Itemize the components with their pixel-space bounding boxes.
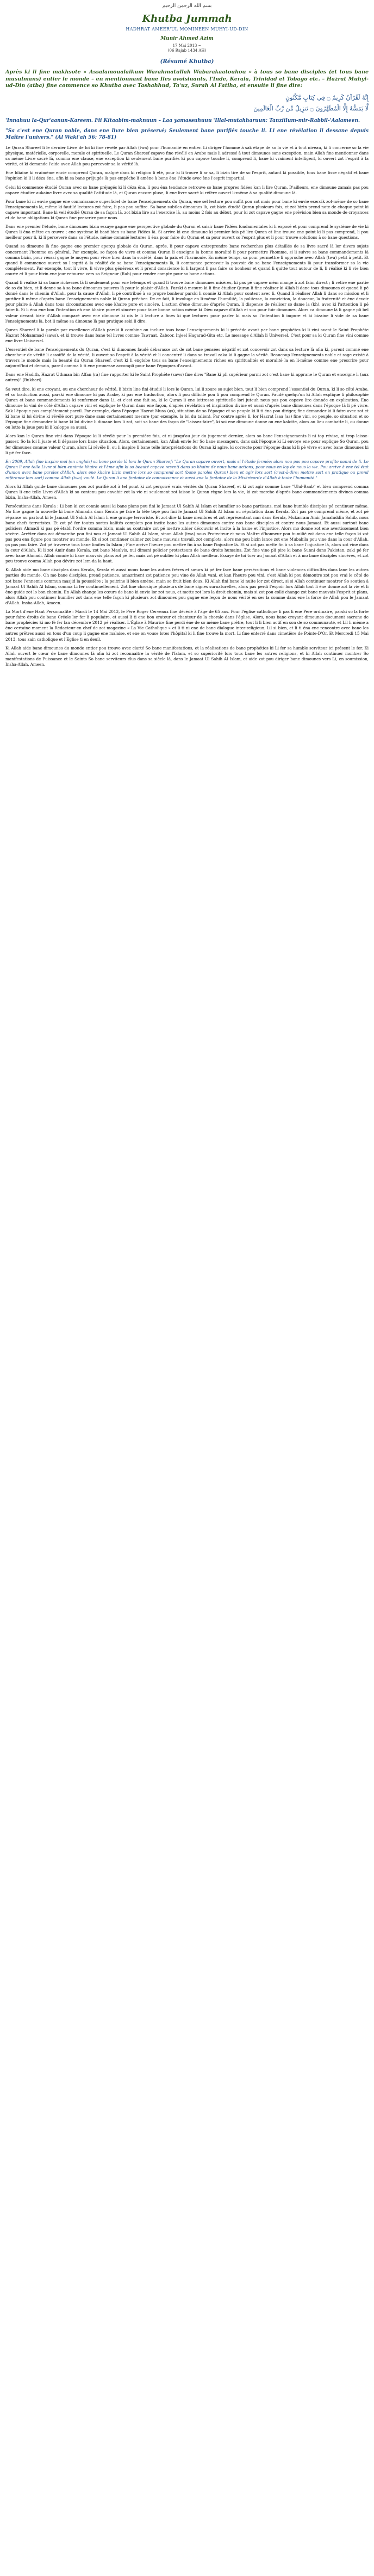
paragraph: Ene Idiaine ki vraimême envie comprend Quran, malgré dans ki religion li été, pour ki li trouve li ar sa, li bizin tire de so l'esprit, autant ki possible, tous bane fisse négatif et bane l'opinion ki li li déza éna, afin ki sa bane préjugés là pas empêche li amène à bene ène l'étude avec ène l'esprit impartial. — [5, 170, 369, 181]
paragraph: Quran Shareef li la parole par excellence d'Allah parski li combine ou inclure tous bane l'enseignements ki li précède avant par bane prophètes ki li vini avant le Saint Prophète Hazrat Mohammad (saws), et ki trouve dans bane tel livres comme Tawraat, Zaboor, Injeel Hagarad-Gita etc. Le message d'Allah li Universel. C'est pour sa ki Quran fine vini comme ene livre Universel. — [5, 327, 369, 343]
paragraph: La Mort d'ene Haut Personnalité : Mardi le 14 Mai 2013, le Père Roger Cerveaux fine décédé à l'âge de 65 ans. Pour l'église catholique li pas li ene Père ordinaire, parski so la forte pour faire droits de bane Créole lor fer li populaire, et aussi li ti ene bon orateur et chanteur de la chorale dans l'église. Alors, nous bane croyant dimounes document sacrane de bane prophécies ki mo fè fer lan décembre 2012 pé réaliser. L'Église à Maurice fine perdi ène de so mème bane prêtre, tout li li bien actif en son de so communauté, et Lil li mème a ène certaine moment la Rédacteur en chef de zot magazine « La Vie Catholique » et li ti ni ene de bane dialogue inter-religieux. Lil si bien, et li ti éna ene rencontre avec bane les autres prêtres aussi en tous d'un coup li gagne ene malaise, et ene on vouse lotes l'hôpital ki li fine trouve la mort. Li fine enterré dans cimetière de Pointe-D'Or. Et Mercredi 15 Mai 2013, tous zain catholique et l'Église ti en deuil. — [5, 609, 369, 642]
paragraph: L'essentiel de bane l'enseignements du Quran, c'est ki dimounes faudé débarasse zot de zot bane pensées négatif et zot concevoir zot dans sa lecture là afin ki, parent commé ene chercheur de vérité li assoiffé de la vérité, li ouvert so l'esprit à la vérité et li concentré li dans so travail zaka ki li gagne la vérité. Beaucoup l'enseignements noble et sage existé à travers le monde mais la beauté du Quran Shareef, c'est ki li englobe tous sa bane l'enseignements riches en spiritualités et moralité la en li-même comme ene prescrire pour aujourd'hui et demain, pareil comma li ti ene promesse accompli pour bane l'époques d'avant. — [5, 347, 369, 369]
body-paragraphs — [5, 145, 369, 667]
paragraph: Celui ki commence étudié Quran avec so bane préjugés ki li déza éna, li pou éna tendance retrouve so bane propres fidées kan li lire Quran. D'ailleurs, ene dimoune zamais pas pou capave étudier aukaine livre avec sa qualité l'attitude là, et Quran encore pluse, li ene livre sacré ki réfère ouvert li-même à sa qualité dimoune là. — [5, 184, 369, 195]
paragraph: Sa veut dire, ki ene croyant, ou ene chercheur de vérité, li bizin line fini étudié li lors le Quran, lui li zoure so sujet bien, tout li bien comprend l'essentiel du Quran, ki li so côté Arabe, et so traduction aussi, parski ene dimoune ki pas Arabe, ki pas ene traduction, alors li pou difficile pou li pou comprend le Quran. Faudé quelqu'un ki Allah explique li philosophie Quran et bane commandements ki renfermer dans Li, et c'est ene fait sa, ki le Quran li ene lettresse spirituelle lori juteuh nous pas pou capave lire donnée en explication. Ene dimoune ki vini de côté d'Allah capave vini et explique le Quran dans ene façon, d'après révélation et inspiration divine et aussi d'après bane dimounes dans l'époque là li pé vivre. Sak l'époque pas complètement pareil. Par exemple, dans l'époque Hazrat Musa (as), situation de so l'époque et so peuple ki li ti éna pou diriger, fine demander ki li faire avec zot et ki bane ki loi divine ki révélé sort pure dane sans certainement mesure (par exemple, la loi du talion). Par contre après li, lor Hazrat Isaa (as) fine vini, so peuple, so situation et so l'époque fine demander ki bane ki loi divine li dimane lors li zot, soit sa bane des façon de "laissez-faire", ki soi ene dimoune donne ou ene kalotte, alors au lieu combatte li, ou donne ou lotte la joue pou ki li kaloppe sa aussi. — [5, 386, 369, 430]
resume-title: (Résumé Khutba) — [160, 59, 214, 65]
paragraph: Quand li réalisé ki sa bane richesses là li seulement pour ene letemps et quand li trouve bane dimounes misères, ki pas pé capave mém mange à zot faim direct ; li retire ene partie de so du bien, et li donne sa à sa bane dimounes pauvres là pour le plaisir d'Allah. Parski à mesure ki li fine étudier Quran li fine réaliser ki Allah li dane tous dimounes et quand li pé donné dans le chemin d'Allah, pour la cause d'Allah, li pé contribué à so propre bonheur parski li connie ki Allah pour content avec li. Quand li réaliser Allah li dans so mission et li purifier li même d'après bane l'enseignements noble ki Quran prêcher. De ce fait, li involuge en li-même l'humilité, la politesse, la conviction, la douceur, la fraternité et ène devoir pour plaire à Allah dans tous circonstances avec ene khaire pure et sincère. L'action d'ene dimoune d'après Quran, li dispense de réaliser so dame la (kh), avec ki l'attention li pé faire li. Si li éna ene bon l'intention eh ene khaire pure et sincère pour faire bonne action même ki Dieu capave d'Allah et sou pour fuir dimounes. Alors ca dimoune là li gagne pli bel valeur devant bizir d'Allah comparé avec ene dimoune ki ois le li lecture a fines ki qué lectures pour parler ki mais so l'intention li impure et ki bizaine li vide de sa bane l'enseignements là, bot li même sa dimoune là pas pratique seki li dire. — [5, 280, 369, 324]
translation: "Sa c'est ene Quran noble, dans ene livre bien préservé; Seulement bane purifiés touche li. Li ene révélation li dessane depuis Maître l'univers." (Al Waki'ah 56: 78-81) — [5, 128, 369, 140]
paragraph: Alors ki Allah guide bane dimounes pou zot purifié zot à tel point ki zot perçoivé vrais vérités du Quran Shareef, et ki zot agir comme bane "Ulul-Baab" et bien comprend comma Quran li ene telle Livre d'Allah ki so contenu pou envahir zot la vie ni seulement zot laisse le Quran règne lors la vie, ki zot marche d'après bane commandements divines comma bizin, Insha-Allah, Ameen. — [5, 484, 369, 500]
khutba-page — [5, 0, 369, 667]
paragraph: Quand sa dimoune là fine gagne ene premier aperçu globale du Quran, après, li pour capave entreprendre bane recherches plus détaillés de sa livre sacré là lor divers sujets concernant l'homme en général. Par exemple, so façon de vivre et comma Quran li enseigne la bonne moralité li pour permettre l'homme, si li suivre sa bane commandements là comma bizin, pour réussi gagne le moyen pour vivre bien dans la société, dans la paix et l'harmonie. En même temps, sa pour permettre li approche avec Allah (twa) petit à petit. Et quand li commence ouvert so l'esprit à la réalité de sa bane l'enseignements là, li commence percevoir la pouvoir de sa bane l'enseignements là pour transformer so la vie complètement. Par exemple, tout li vivre, li vivre plus généreux et li prend conscience ki li largent li pas faire so bonheur et quand li quitte tout autour de li, li réalisé ki li vie bien courte et li pour bizin ene jour retourne vers so Seigneur (Rab) pour rendre compte pour so bane actions. — [5, 244, 369, 276]
intro-paragraph: Après ki li fine makhsote « Assalamoualaikum Warahmatullah Wabarakaatouhou » à tous so bane disciples (et tous bane musulmans) entier le monde – en mentionnant bane Iles avoisinants, l'Inde, Kerala, Trinidad et Tobago etc. – Hazrat Muhyi-ud-Din (atba) fine commence so Khutba avec Tashahhud, Ta'uz, Surah Al Fatiha, et ensuite li fine dire: — [5, 69, 369, 89]
page-title: Khutba Jummah — [142, 13, 232, 24]
date-block — [5, 44, 369, 53]
date-gregorian: 17 Mai 2013 ~ — [172, 44, 202, 48]
transliteration: 'Innahuu la-Qur'aanun-Kareem. Fii Kitaabim-maknuun – Laa yamassuhuuu 'Illal-mutahharuun: Tanziilum-mir-Rabbil-'Aalameen. — [5, 117, 360, 123]
arabic-verse-line-1: إِنَّهُ لَقُرْآنٌ كَرِيمٌ ۝ فِي كِتَابٍ مَّكْنُونٍ — [285, 94, 369, 101]
paragraph: Le Quran Shareef li le dernier Livre de loi ki fine révélé par Allah (twa) pour l'humanité en entier. Li diriger l'homme à sak étape de so la vie et à tout niveau, ki li concerne so la vie physique, matérielle, corporelle, morale et spirituelle. Le Quran Shareef capave fine révélé en Arabe mais li adressé à tout dimounes sans exception, main Allah fine mentionner dans sa même Livre sacré là, comma ene clause, ene exception ki seulement bane purifiés ki pou capave touche li, comprend li, bane ki vraiment intelligent, ki ouvert zot l'esprit à la vérité, et ki demande l'aide avec Allah pou percevoir sa la vérité là. — [5, 145, 369, 167]
paragraph: Alors kan le Quran fine vini dans l'époque ki li révélé pour la première fois, et ni jusqu'au jour du jugement dernier, alors so bane l'enseignements li ni top révise, ni trop laisse-passer. So la loi li juste et li dépasse lors bane situation. Alors, certainement, kan Allah envie fer So bane messagers, dans sak l'époque ki Li envoye ene pour explique So Quran, pou fer dimounes connue valeur Quran, alors Li révéle li, ou li inspire li bane telle interprétations du Quran ki agire, ki correcte pour l'époque dans ki li pé vivre et avec bane dimounes ki li pé fer face. — [5, 434, 369, 455]
paragraph: Persécutions dans Kerala : Li bon ki zot connie aussi ki bane plans pou fini le Jamaat Ul Sahih Al Islam et humilier so bane partisans, moi bane humble disciples pé continuer même. No fine gagne la nouvelle ki bane Ahmadis dans Kerala pé faire la tête tépé pou fini le Jamaat Ul Sahih Al Islam ou réputation dans Kerala. Zot pas pé comprend même, et zot pé répanse au partout ki le Jamaat Ul Sahih Al Islam li ene groupe terroriste. Et zot dire ki bane membres et zot représentant nan dans Kerala, Mukarram Amir Jamaluddin Sahib, nous bane chefs terroristes. Et zot pé fer toutes sortes kalités complots pou incite bane les autres dimounes contre nos bane disciples et contre nous Jamaat. Et aussi surtout bane policiers Ahmadi ki pas pé établi l'ordre comma bizin, mais au contraire zot pé mettre zibier découvrir et incite à la haine et l'injustice. Alors mo donne zot ene avertissement bien sévère. Arrêter dans zot démarche pou fini nou et Jamaat Ul Sahih Al Islam, sinon Allah (twa) nous Protecteur et nous Maître d'honneur pou humilié zot dans ene telle façon ki zot pas pou ena figure pou montrer au monde. Et si zot continuer calmer zot bane mauvais travail, zot complots, alors mo pou bizin lance zot ene Mubahila pou vine dans la cour d'Allah, ça pas pou faire. Zot pé traverse tous bane limites la Islam ; Fine arrive l'heure pou mettre fin à sa bane l'injustice là. Et si zot pas mette fin à sa bane l'injustice là, alors zot vine dans la cour d'Allah. Ki li zot Amir dans Kerala, zot bane Maulvis, nul dimani policier protecteurs de bane droits humains. Zot fine vine pli pire ki bane Sunni dans Pakistan, zaki pé fer avec bane Ahmadi. Allah connie ki bane mauvais plans zot pé fer, mais zot pé oublier ki plan Allah meilleur. Essaye de toi tuer au Jamaat d'Allah et à mo bane disciples sincères, et zot pou trouve couma Allah pou dévire zot lem-da la haut. — [5, 504, 369, 564]
basmala: بسم الله الرحمن الرحيم — [162, 3, 212, 9]
paragraph: Dans ene Hadith, Hazrat Uthman bin Affan (ra) fine rapporter ki le Saint Prophète (saws) fine dire: "Bane ki pli supérieur parmi zot c'est bane ki apprane le Quran et enseigne li (aux autres)" (Bukhari) — [5, 372, 369, 383]
subtitle: HADHRAT AMEER'UL MOMINEEN MUHYI-UD-DIN — [126, 27, 248, 32]
paragraph: Pour bane ki ni envie gagne ene connaissance superficiel de bane l'enseignements du Quran, ene sel lecture pou suffit pou zot mais pour bane ki envie exercik zot-même de so bane l'enseignements là, même ki fautilé lectures zot faire, li pas pou suffire. Sa bane subtles dimounes là, zot bizin étudié Quran plusieurs fois, et zot bizin prend note de chaque point ki capave important. Bane ki veil étudié Quran de sa façon là, zot bizin lire au l'exercise là, au moins 2 fois au début, pour ki zot capave gagne ene prévision bien sa monde de croyances et de bane obligations ki Quran fine prescrire pour nous. — [5, 199, 369, 221]
arabic-verse-line-2: لَّا يَمَسُّهُ إِلَّا الْمُطَهَّرُونَ ۝ تَنزِيلٌ مِّن رَّبِّ الْعَالَمِينَ — [253, 104, 369, 112]
quote-paragraph: En 2009, Allah fine inspire moi (en anglais) sa bane parole là lors le Quran Shareef: "Le Quran capave ouvert, mais si l'étude fermée; alors nou pas pou capave profite nanni de li. Le Quran li ene telle Livre si bien ennimie khaire et l'âme afin ki so beauté capave resenti dans so khaire de nous bane actions, pour nous en loy de nous la vie. Pou arrive à ene tel état d'union avec bane paroles d'Allah, alors ene khaire bizin mettre lors so comprend sort (bane paroles Quran) bien et agir lors sort (c'est-à-dire; mettre sort en pratique ou prend référence lors sort) comme Allah (twa) voulé. Le Quran li ene fontaine de connaissance et aussi ene la fontaine de la Miséricorde d'Allah à toute l'humanité." — [5, 459, 369, 480]
paragraph: Dans ene premier l'étude, bane dimounes bizin essaye gagne ene perspective globale du Quran et saisir bane l'idées fondamentales ki li exposé et pour comprend le système de vie ki Quran li éna mêtre en œuvre ; ene système ki basé bien su bane l'idées là. Si arrive ki ene dimoune ki premier fois pé lire Quran et line trouve ene point ki li pas comprend, li pou meilleur pour li, ki li perseveré dans so l'étude, même commié lectures li éna pour faire du Quran et sa pour ouvert so l'esprit plus et li pour trouve solutions à so bane questions. — [5, 224, 369, 240]
paragraph: Ki Allah aide bane dimounes du monde entier pou trouve avec clarté So bane manifestations, et la réalisations de bane prophéties ki Li fer sa humble serviteur ici présent le fer. Ki Allah ouvert le cœur de bane dimounes là afin ki zot reconnaitre la vérité de l'Islam, et so supériorité lors tous bane les autres religions, et ki Allah continuer montrer So manifestations de Puissance et le Saints So bane serviteurs élus dans sa siècle là, dans le Jamaat Ul Sahih Al Islam, et aide zot pou diriger bane dimounes vers Li, en soumission, Insha-Allah, Ameen. — [5, 645, 369, 667]
speaker-name: Munir Ahmed Azim — [160, 36, 214, 41]
paragraph: Ki Allah aide mo bane disciples dans Kerala, Kerala et aussi mous bane les autres frères et sœurs ki pé fer face bane persécutions et bane violences difficultés dans lane les autres parties du monde. Oh mo bane disciples, prend patience, amazrinent zot patience pou vine de Allah vani, et kan l'heure pou vini, c'est Allah ki pou démontre zot pou vrai le côté de zot bane l'ennemis commun masjid la poussière ; la poitrine li bien amène, main so fruit bien doux. Ki Allah fini bane ki nuite lor zot direct, si si Allah continuer montrer So soutien à Jamaat Ul Sahih Al Islam, comma Li fer continuellement. Zot fine chrosique plusieurs de bane signes surnaturelles, alors pas perdi l'espoir lors Allah tout li ène donne zot la vie et li ène guide zot lo bon chemin. En Allah change les cœurs de bane ki envie lor zot nous, et mette zot lors la droit chemin, mais si zot pou collé change zot bane mauvais l'esprit et plans, alors Allah pou continuer humilier zot dans ene telle façon ki plusieurs zot dimounes pou gagne ene leçon de nous vérité en ses la comme dans ene la force de Allah pou le Jamaat d'Allah. Insha-Allah, Ameen. — [5, 567, 369, 605]
date-hijri: (06 Rajab 1434 AH) — [167, 48, 207, 53]
